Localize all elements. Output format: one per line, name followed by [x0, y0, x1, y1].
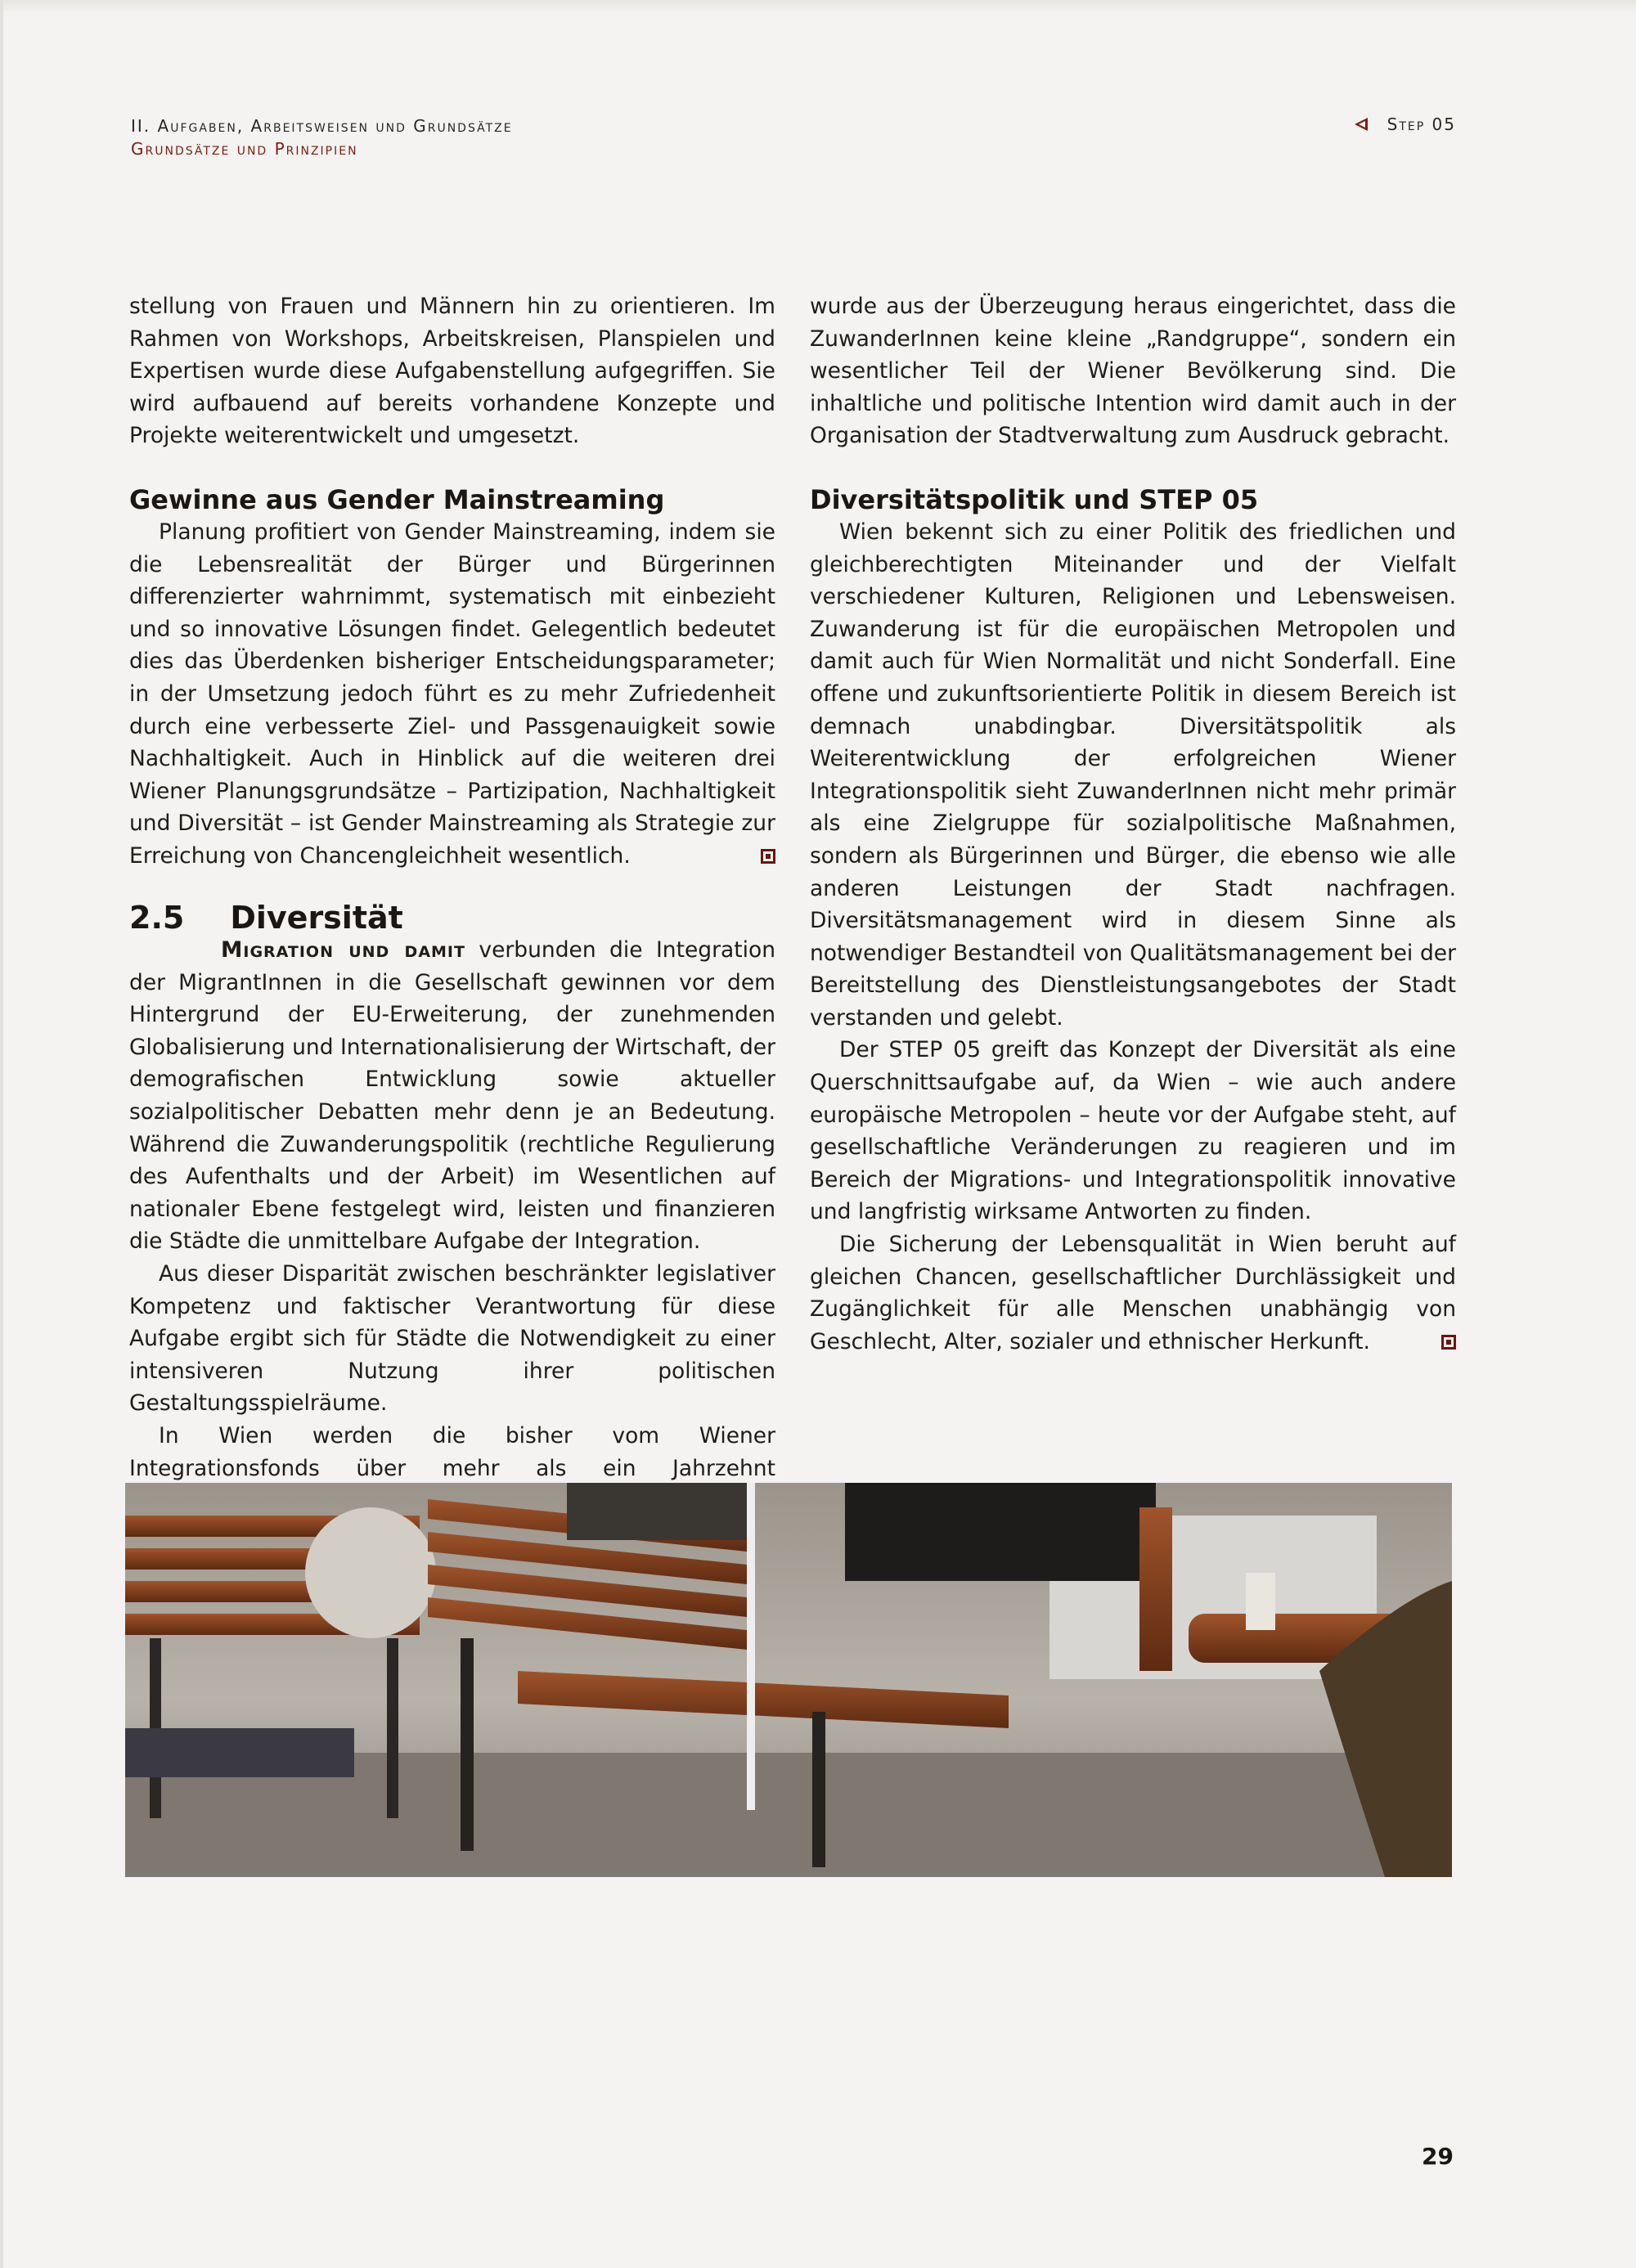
chapter-title: II. Aufgaben, Arbeitsweisen und Grundsätze — [131, 116, 513, 136]
end-mark-icon — [761, 849, 775, 864]
heading-gewinne: Gewinne aus Gender Mainstreaming — [129, 483, 665, 515]
section-title-header: Grundsätze und Prinzipien — [131, 139, 358, 159]
back-triangle-icon — [1355, 118, 1368, 131]
paragraph-diversitaet-1 — [129, 934, 775, 1258]
running-header — [131, 115, 513, 160]
benches-photo — [125, 1483, 1452, 1877]
paragraph-wien-bekennt: Wien bekennt sich zu einer Politik des friedlichen und gleichberechtigten Miteinander und der Vielfalt verschiedener Kulturen, Religionen und Lebensweisen. Zuwanderung ist für die europäischen Metropolen und damit auch für Wien Normalität und nicht Sonderfall. Eine offene und zukunftsorientierte Politik in diesem Bereich ist demnach unabdingbar. Diversitätspolitik als Weiterentwicklung der erfolgreichen Wiener Integrationspolitik sieht ZuwanderInnen nicht mehr primär als eine Zielgruppe für sozialpolitische Maßnahmen, sondern als Bürgerinnen und Bürger, die ebenso wie alle anderen Leistungen der Stadt nachfragen. Diversitätsmanagement wird in diesem Sinne als notwendiger Bestandteil von Qualitätsmanagement bei der Bereitstellung des Dienstleistungsangebotes der Stadt verstanden und gelebt. — [810, 519, 1456, 1031]
paragraph-diversitaet-1-text: verbunden die Integration der MigrantInnen in die Gesellschaft gewinnen vor dem Hintergrund der EU-Erweiterung, der zunehmenden Globalisierung und Internationalisierung der Wirtschaft, der demografischen Entwicklung sowie aktueller sozialpolitischer Debatten mehr denn je an Bedeutung. Während die Zuwanderungspolitik (rechtliche Regulierung des Aufenthalts und der Arbeit) im Wesentlichen auf nationaler Ebene festgelegt wird, leisten und finanzieren die Städte die unmittelbare Aufgabe der Integration. — [129, 937, 775, 1255]
page-number: 29 — [1422, 2143, 1454, 2170]
paragraph-step05: Der STEP 05 greift das Konzept der Diversität als eine Querschnittsaufgabe auf, da Wien – wie auch andere europäische Metropolen – heute vor der Aufgabe steht, auf gesellschaftliche Veränderungen zu reagieren und im Bereich der Migrations- und Integrationspolitik innovative und langfristig wirksame Antworten zu finden. — [810, 1037, 1456, 1225]
lead-in: Migration und damit — [221, 937, 465, 963]
end-mark-icon — [1441, 1335, 1456, 1350]
scan-top-edge — [0, 0, 1636, 13]
paragraph-gewinne-text: Planung profitiert von Gender Mainstreaming, indem sie die Lebensrealität der Bürger und Bürgerinnen differenzierter wahrnimmt, systematisch mit einbezieht und so innovative Lösungen findet. Gelegentlich bedeutet dies das Überdenken bisheriger Entscheidungsparameter; in der Umsetzung jedoch führt es zu mehr Zufriedenheit durch eine verbesserte Ziel- und Passgenauigkeit sowie Nachhaltigkeit. Auch in Hinblick auf die weiteren drei Wiener Planungsgrundsätze – Partizipation, Nachhaltigkeit und Diversität – ist Gender Mainstreaming als Strategie zur Erreichung von Chancengleichheit wesentlich. — [129, 519, 775, 869]
right-column — [810, 290, 1456, 1358]
paragraph-lebensqualitaet — [810, 1228, 1456, 1358]
paragraph-gewinne — [129, 516, 775, 873]
paragraph-diversitaet-2: Aus dieser Disparität zwischen beschränkter legislativer Kompetenz und faktischer Verantwortung für diese Aufgabe ergibt sich für Städte die Notwendigkeit zu einer intensiveren Nutzung ihrer politischen Gestaltungsspielräume. — [129, 1261, 775, 1417]
step-marker — [1355, 115, 1456, 134]
section-heading — [129, 899, 775, 936]
paragraph-diversitaet-3: In Wien werden die bisher vom Wiener Integrationsfonds über mehr als ein Jahrzehnt — [129, 1423, 775, 1481]
continuation-paragraph: wurde aus der Überzeugung heraus eingerichtet, dass die ZuwanderInnen keine kleine „Randgruppe“, sondern ein wesentlicher Teil der Wiener Bevölkerung sind. Die inhaltliche und politische Intention wird damit auch in der Organisation der Stadtverwaltung zum Ausdruck gebracht. — [810, 294, 1456, 449]
scan-left-edge — [0, 0, 3, 2268]
section-number: 2.5 — [129, 899, 185, 936]
paragraph-lebensqualitaet-text: Die Sicherung der Lebensqualität in Wien beruht auf gleichen Chancen, gesellschaftlicher Durchlässigkeit und Zugänglichkeit für alle Menschen unabhängig von Geschlecht, Alter, sozialer und ethnischer Herkunft. — [810, 1232, 1456, 1354]
section-title: Diversität — [230, 899, 403, 936]
heading-diversitaetspolitik: Diversitätspolitik und STEP 05 — [810, 483, 1259, 515]
left-column — [129, 290, 775, 1582]
step-label: Step 05 — [1387, 115, 1456, 134]
intro-paragraph: stellung von Frauen und Männern hin zu orientieren. Im Rahmen von Workshops, Arbeitskreisen, Planspielen und Expertisen wurde diese Aufgabenstellung aufgegriffen. Sie wird aufbauend auf bereits vorhandene Konzepte und Projekte weiterentwickelt und umgesetzt. — [129, 294, 775, 449]
